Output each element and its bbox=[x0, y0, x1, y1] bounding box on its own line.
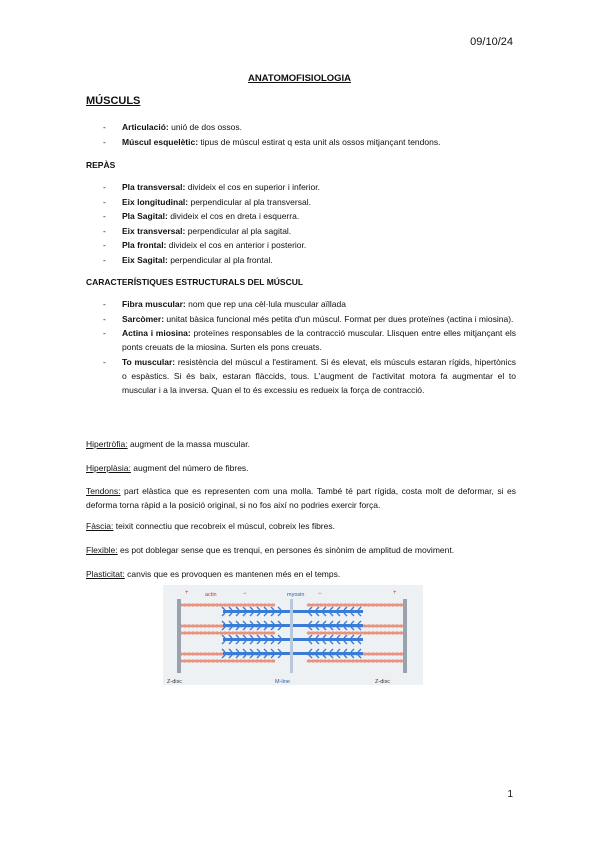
actin-bead bbox=[323, 659, 327, 662]
actin-bead bbox=[391, 603, 395, 606]
actin-bead bbox=[395, 652, 399, 655]
actin-bead bbox=[267, 631, 271, 634]
actin-bead bbox=[267, 659, 271, 662]
list-item: - Sarcòmer: unitat bàsica funcional més petita d'un múscul. Format per dues proteïnes (actina i miosina). bbox=[103, 313, 514, 324]
actin-bead bbox=[367, 659, 371, 662]
actin-bead bbox=[195, 631, 199, 634]
actin-bead bbox=[227, 631, 231, 634]
list-item: - Actina i miosina: proteïnes responsables de la contracció muscular. Llisquen entre elles mitjançant els ponts creuats de la miosina. Surten els pons creuats. bbox=[103, 328, 516, 352]
actin-bead bbox=[379, 659, 383, 662]
actin-bead bbox=[223, 603, 227, 606]
actin-bead bbox=[231, 659, 235, 662]
actin-bead bbox=[191, 603, 195, 606]
list-item: - Pla frontal: divideix el cos en anterior i posterior. bbox=[103, 240, 307, 250]
actin-bead bbox=[363, 631, 367, 634]
actin-bead bbox=[367, 624, 371, 627]
actin-bead bbox=[203, 624, 207, 627]
actin-bead bbox=[363, 603, 367, 606]
actin-bead bbox=[343, 631, 347, 634]
repas-heading: REPÀS bbox=[86, 160, 116, 170]
actin-bead bbox=[323, 631, 327, 634]
actin-bead bbox=[307, 659, 311, 662]
actin-bead bbox=[375, 624, 379, 627]
z-disc-label-right: Z-disc bbox=[375, 679, 390, 685]
m-line bbox=[290, 599, 293, 673]
list-item: - Eix transversal: perpendicular al pla sagital. bbox=[103, 225, 292, 236]
actin-bead bbox=[203, 603, 207, 606]
actin-bead bbox=[335, 631, 339, 634]
actin-bead bbox=[383, 652, 387, 655]
repas-list bbox=[86, 180, 516, 267]
actin-bead bbox=[267, 603, 271, 606]
actin-bead bbox=[375, 631, 379, 634]
actin-bead bbox=[383, 659, 387, 662]
actin-bead bbox=[395, 603, 399, 606]
actin-bead bbox=[219, 603, 223, 606]
actin-bead bbox=[399, 624, 403, 627]
actin-bead bbox=[223, 631, 227, 634]
actin-bead bbox=[327, 631, 331, 634]
actin-bead bbox=[347, 659, 351, 662]
actin-bead bbox=[215, 652, 219, 655]
actin-bead bbox=[235, 631, 239, 634]
actin-bead bbox=[259, 603, 263, 606]
actin-bead bbox=[395, 624, 399, 627]
actin-bead bbox=[211, 631, 215, 634]
actin-bead bbox=[331, 603, 335, 606]
actin-bead bbox=[207, 652, 211, 655]
actin-bead bbox=[363, 624, 367, 627]
actin-bead bbox=[367, 652, 371, 655]
actin-bead bbox=[363, 659, 367, 662]
actin-bead bbox=[183, 624, 187, 627]
actin-bead bbox=[367, 603, 371, 606]
actin-bead bbox=[207, 603, 211, 606]
actin-bead bbox=[195, 659, 199, 662]
sarcomere-diagram bbox=[163, 585, 423, 685]
actin-bead bbox=[271, 659, 275, 662]
actin-bead bbox=[219, 624, 223, 627]
actin-bead bbox=[391, 624, 395, 627]
actin-bead bbox=[199, 603, 203, 606]
minus-label-left: − bbox=[243, 591, 247, 597]
list-item: - Pla Sagital: divideix el cos en dreta i esquerra. bbox=[103, 211, 300, 221]
actin-bead bbox=[347, 631, 351, 634]
actin-bead bbox=[243, 659, 247, 662]
actin-bead bbox=[319, 603, 323, 606]
actin-bead bbox=[331, 631, 335, 634]
actin-bead bbox=[199, 631, 203, 634]
actin-bead bbox=[327, 603, 331, 606]
actin-bead bbox=[191, 652, 195, 655]
z-disc-label-left: Z-disc bbox=[167, 679, 182, 685]
definition-tendons: Tendons: part elàstica que es representen com una molla. També té part rígida, costa molt de deformar, si es deforma torna ràpid a la posició original, si no fos així no podries exercir força. bbox=[86, 486, 516, 510]
actin-bead bbox=[187, 603, 191, 606]
list-item: - Eix longitudinal: perpendicular al pla transversal. bbox=[103, 196, 311, 207]
actin-bead bbox=[399, 631, 403, 634]
actin-bead bbox=[183, 652, 187, 655]
actin-bead bbox=[191, 631, 195, 634]
z-disc-left bbox=[177, 599, 181, 673]
actin-bead bbox=[395, 631, 399, 634]
plus-label-left: + bbox=[185, 590, 189, 596]
actin-bead bbox=[251, 631, 255, 634]
actin-bead bbox=[371, 659, 375, 662]
actin-bead bbox=[307, 631, 311, 634]
actin-bead bbox=[367, 631, 371, 634]
actin-bead bbox=[359, 659, 363, 662]
actin-bead bbox=[247, 659, 251, 662]
actin-bead bbox=[235, 659, 239, 662]
actin-bead bbox=[395, 659, 399, 662]
actin-bead bbox=[311, 659, 315, 662]
actin-bead bbox=[243, 603, 247, 606]
actin-bead bbox=[391, 652, 395, 655]
actin-bead bbox=[243, 631, 247, 634]
myosin-label: myosin bbox=[287, 592, 305, 598]
actin-bead bbox=[203, 652, 207, 655]
actin-bead bbox=[207, 659, 211, 662]
actin-bead bbox=[351, 659, 355, 662]
actin-bead bbox=[383, 624, 387, 627]
caracteristiques-heading: CARACTERÍSTIQUES ESTRUCTURALS DEL MÚSCUL bbox=[86, 277, 304, 287]
date: 09/10/24 bbox=[470, 36, 513, 48]
actin-bead bbox=[335, 603, 339, 606]
actin-bead bbox=[387, 659, 391, 662]
actin-bead bbox=[371, 631, 375, 634]
actin-bead bbox=[203, 631, 207, 634]
actin-bead bbox=[359, 603, 363, 606]
actin-bead bbox=[387, 631, 391, 634]
actin-bead bbox=[351, 603, 355, 606]
actin-bead bbox=[215, 603, 219, 606]
minus-label-right: − bbox=[318, 591, 322, 597]
actin-bead bbox=[271, 631, 275, 634]
actin-bead bbox=[339, 659, 343, 662]
actin-bead bbox=[215, 624, 219, 627]
actin-bead bbox=[255, 631, 259, 634]
actin-bead bbox=[323, 603, 327, 606]
actin-bead bbox=[247, 631, 251, 634]
actin-bead bbox=[315, 603, 319, 606]
document-title: ANATOMOFISIOLOGIA bbox=[247, 73, 352, 84]
actin-bead bbox=[219, 659, 223, 662]
actin-bead bbox=[255, 659, 259, 662]
actin-bead bbox=[371, 624, 375, 627]
actin-bead bbox=[211, 624, 215, 627]
actin-bead bbox=[199, 624, 203, 627]
actin-bead bbox=[195, 652, 199, 655]
actin-bead bbox=[199, 652, 203, 655]
actin-bead bbox=[211, 603, 215, 606]
list-item: - Articulació: unió de dos ossos. bbox=[103, 122, 243, 132]
actin-bead bbox=[191, 659, 195, 662]
actin-bead bbox=[351, 631, 355, 634]
actin-bead bbox=[387, 652, 391, 655]
actin-bead bbox=[231, 603, 235, 606]
actin-bead bbox=[311, 631, 315, 634]
actin-bead bbox=[251, 603, 255, 606]
actin-bead bbox=[343, 603, 347, 606]
z-disc-right bbox=[403, 599, 407, 673]
list-item: - To muscular: resistència del múscul a l'estirament. Si és elevat, els músculs estaran rígids, hipertònics o espàstics. Si és baix, estaran flàccids, tous. L'augment de l'activitat motora fa augmentar el to muscular i a la inversa. Quan el to és excessiu es redueix la força de contracció. bbox=[103, 356, 516, 395]
definition-plasticitat: Plasticitat: canvis que es provoquen es mantenen més en el temps. bbox=[86, 569, 341, 579]
actin-bead bbox=[203, 659, 207, 662]
actin-bead bbox=[195, 624, 199, 627]
plus-label-right: + bbox=[393, 590, 397, 596]
actin-bead bbox=[183, 603, 187, 606]
actin-bead bbox=[375, 652, 379, 655]
actin-bead bbox=[387, 603, 391, 606]
actin-bead bbox=[375, 603, 379, 606]
actin-bead bbox=[227, 659, 231, 662]
list-item: - Múscul esquelètic: tipus de múscul estirat q esta unit als ossos mitjançant tendons. bbox=[103, 136, 441, 147]
actin-bead bbox=[183, 659, 187, 662]
actin-bead bbox=[259, 631, 263, 634]
actin-bead bbox=[319, 631, 323, 634]
actin-bead bbox=[379, 624, 383, 627]
actin-bead bbox=[199, 659, 203, 662]
actin-bead bbox=[255, 603, 259, 606]
actin-bead bbox=[247, 603, 251, 606]
actin-bead bbox=[379, 652, 383, 655]
list-item: - Pla transversal: divideix el cos en superior i inferior. bbox=[103, 182, 320, 192]
actin-bead bbox=[363, 652, 367, 655]
actin-label: actin bbox=[205, 592, 217, 598]
list-item: - Eix Sagital: perpendicular al pla frontal. bbox=[103, 254, 273, 265]
actin-bead bbox=[223, 659, 227, 662]
section-title: MÚSCULS bbox=[86, 95, 141, 107]
actin-bead bbox=[215, 659, 219, 662]
actin-bead bbox=[219, 652, 223, 655]
actin-bead bbox=[379, 631, 383, 634]
actin-bead bbox=[207, 624, 211, 627]
actin-bead bbox=[263, 659, 267, 662]
actin-bead bbox=[187, 652, 191, 655]
actin-bead bbox=[211, 652, 215, 655]
actin-bead bbox=[339, 603, 343, 606]
actin-bead bbox=[339, 631, 343, 634]
actin-bead bbox=[195, 603, 199, 606]
actin-bead bbox=[183, 631, 187, 634]
actin-bead bbox=[251, 659, 255, 662]
actin-bead bbox=[239, 631, 243, 634]
actin-bead bbox=[263, 631, 267, 634]
actin-bead bbox=[235, 603, 239, 606]
actin-bead bbox=[355, 659, 359, 662]
actin-bead bbox=[399, 659, 403, 662]
actin-bead bbox=[227, 603, 231, 606]
actin-bead bbox=[335, 659, 339, 662]
actin-bead bbox=[315, 631, 319, 634]
actin-bead bbox=[391, 659, 395, 662]
actin-bead bbox=[383, 603, 387, 606]
page-number: 1 bbox=[507, 789, 513, 800]
actin-bead bbox=[187, 659, 191, 662]
actin-bead bbox=[259, 659, 263, 662]
actin-bead bbox=[263, 603, 267, 606]
actin-bead bbox=[391, 631, 395, 634]
actin-bead bbox=[231, 631, 235, 634]
actin-bead bbox=[187, 624, 191, 627]
actin-bead bbox=[315, 659, 319, 662]
actin-bead bbox=[355, 631, 359, 634]
definition-flexible: Flexible: es pot doblegar sense que es trenqui, en persones és sinònim de amplitud de moviment. bbox=[86, 545, 455, 555]
actin-bead bbox=[219, 631, 223, 634]
actin-bead bbox=[187, 631, 191, 634]
actin-bead bbox=[331, 659, 335, 662]
actin-bead bbox=[399, 603, 403, 606]
definition-hiperplasia: Hiperplàsia: augment del número de fibres. bbox=[86, 463, 249, 473]
intro-list bbox=[86, 120, 516, 149]
actin-bead bbox=[387, 624, 391, 627]
actin-bead bbox=[371, 652, 375, 655]
actin-bead bbox=[271, 603, 275, 606]
actin-bead bbox=[239, 603, 243, 606]
actin-bead bbox=[359, 631, 363, 634]
actin-bead bbox=[327, 659, 331, 662]
actin-bead bbox=[239, 659, 243, 662]
actin-bead bbox=[375, 659, 379, 662]
actin-bead bbox=[191, 624, 195, 627]
actin-bead bbox=[355, 603, 359, 606]
actin-bead bbox=[343, 659, 347, 662]
actin-bead bbox=[347, 603, 351, 606]
definition-fascia: Fàscia: teixit connectiu que recobreix el múscul, cobreix les fibres. bbox=[86, 521, 335, 531]
actin-bead bbox=[399, 652, 403, 655]
actin-bead bbox=[211, 659, 215, 662]
actin-bead bbox=[207, 631, 211, 634]
m-line-label: M-line bbox=[275, 679, 290, 685]
actin-bead bbox=[319, 659, 323, 662]
definition-hipertrofia: Hipertròfia: augment de la massa muscular. bbox=[86, 439, 250, 449]
caracteristiques-list bbox=[86, 297, 516, 397]
list-item: - Fibra muscular: nom que rep una cèl·lula muscular aïllada bbox=[103, 299, 346, 309]
actin-bead bbox=[379, 603, 383, 606]
actin-bead bbox=[383, 631, 387, 634]
actin-bead bbox=[311, 603, 315, 606]
actin-bead bbox=[371, 603, 375, 606]
actin-bead bbox=[215, 631, 219, 634]
actin-bead bbox=[307, 603, 311, 606]
